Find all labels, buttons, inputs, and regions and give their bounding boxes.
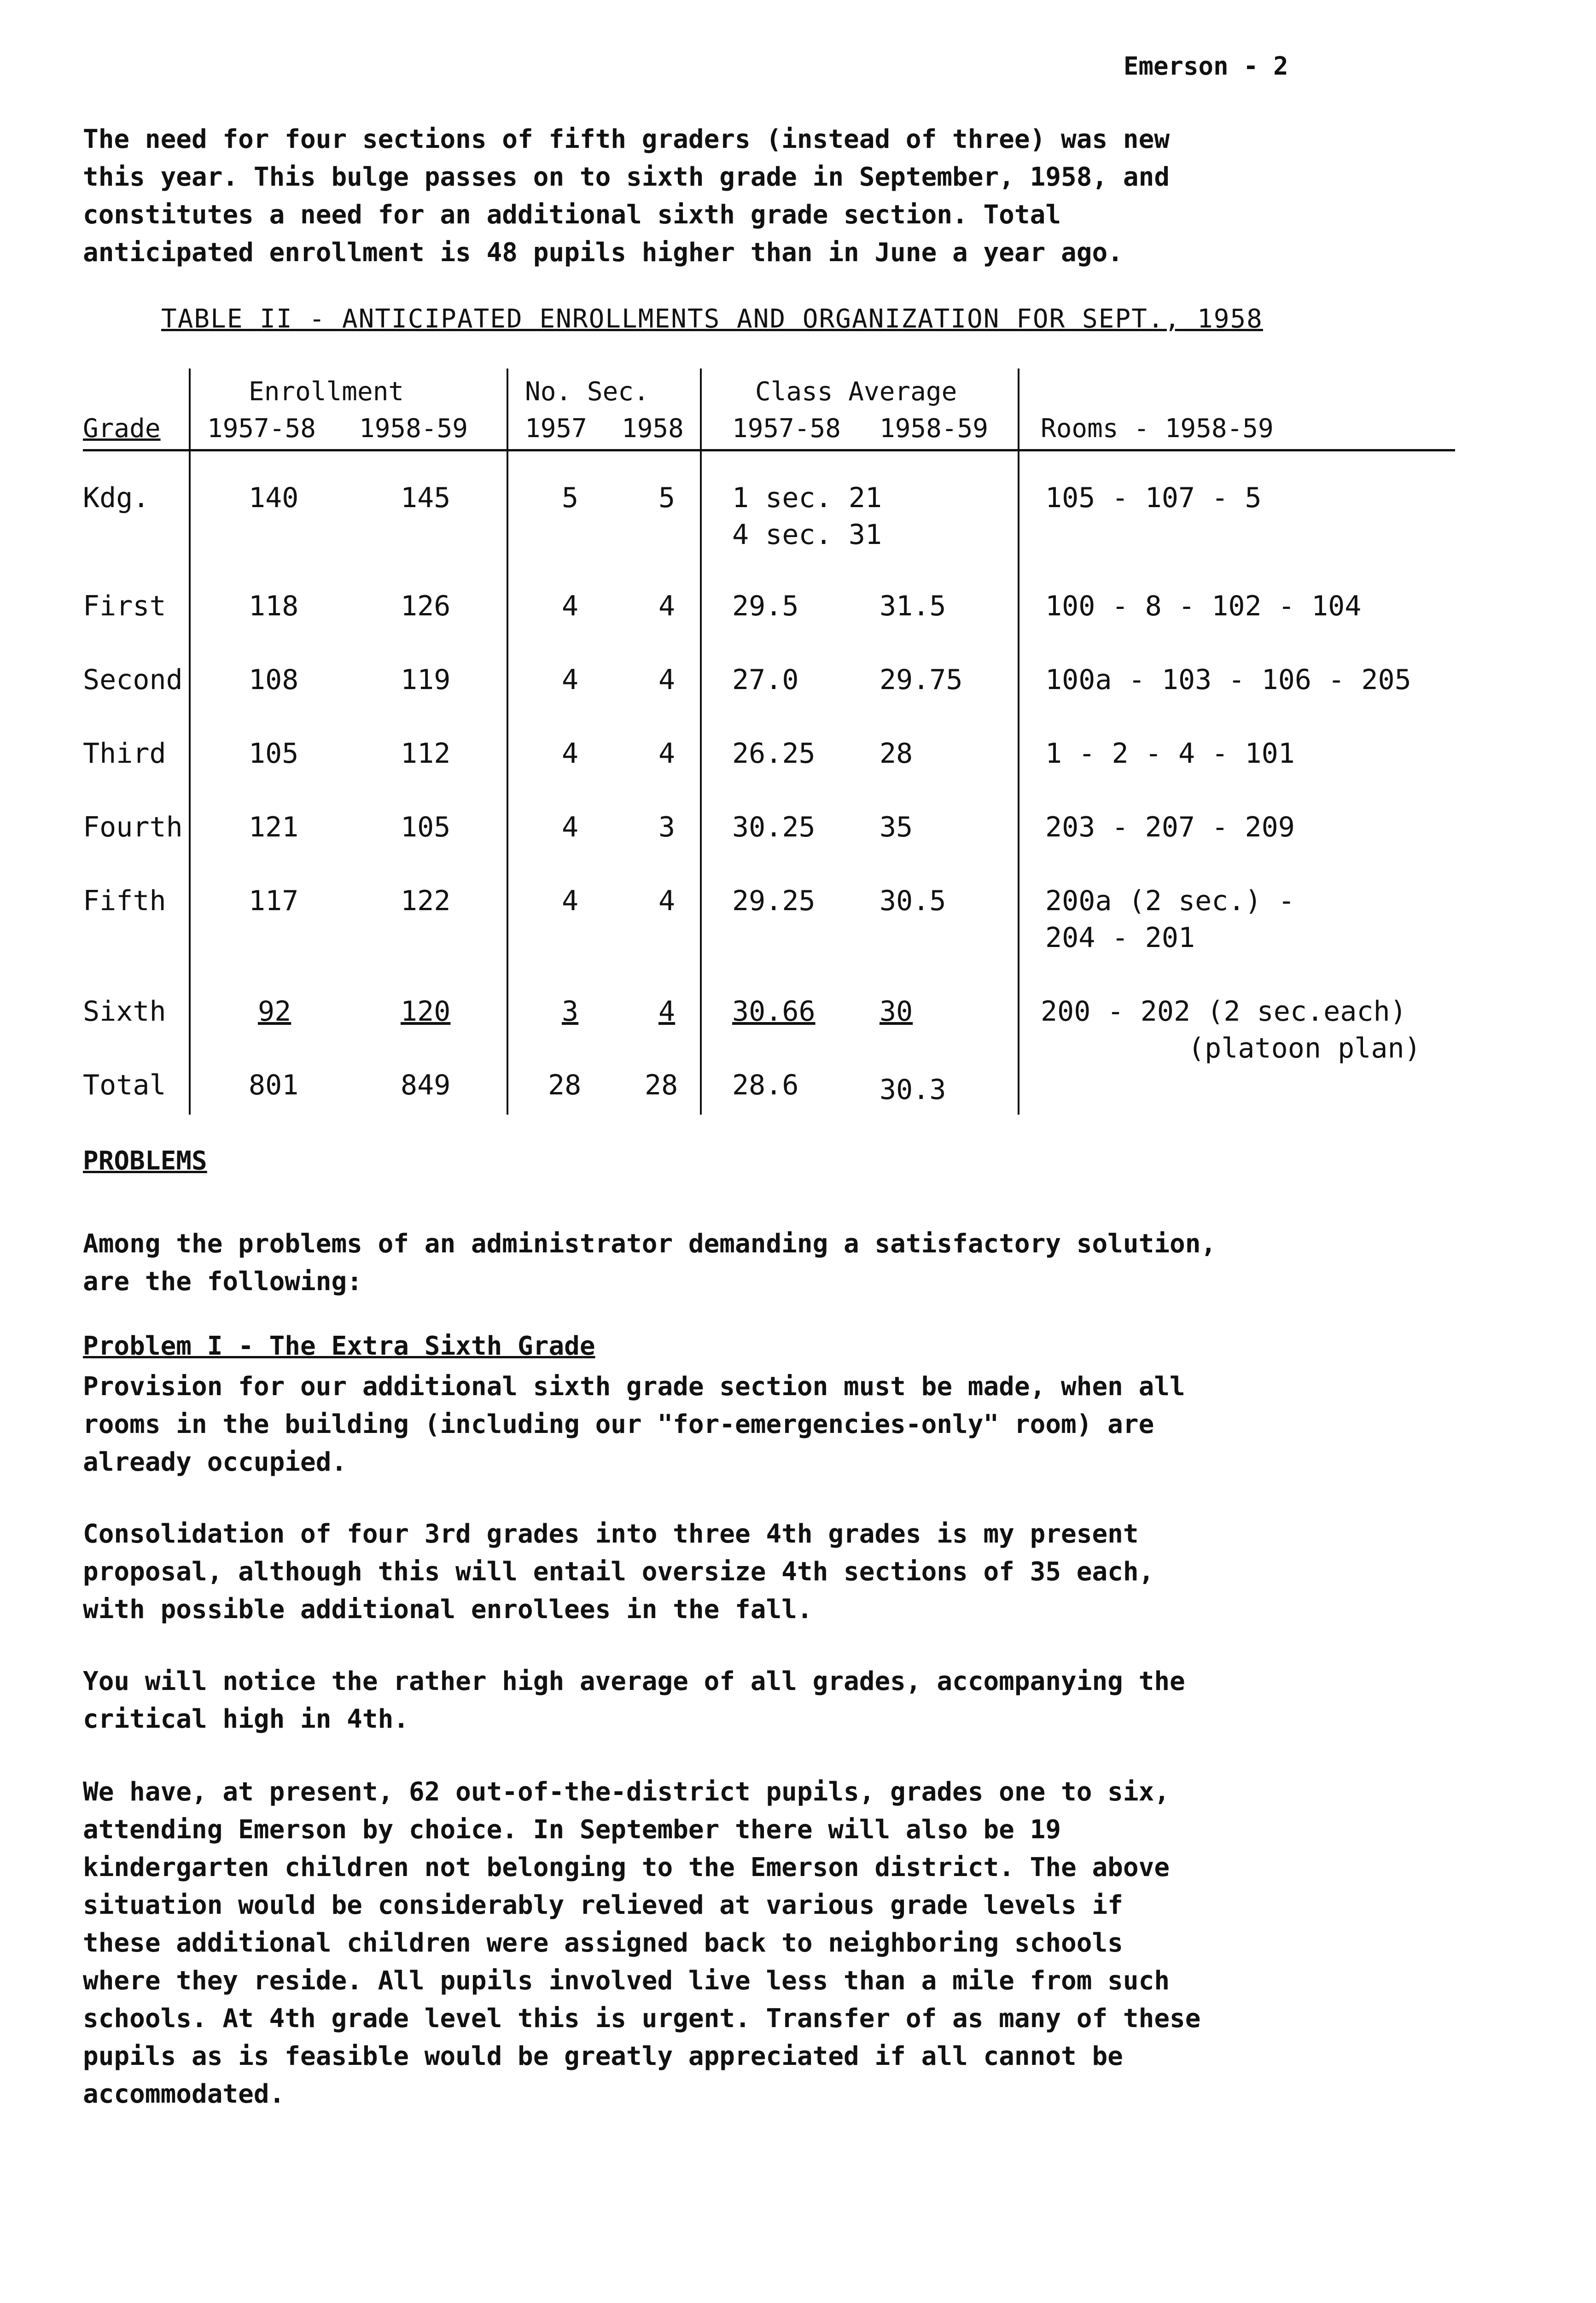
table-cell: 1 sec. 21	[732, 482, 882, 514]
table-cell: 3	[562, 995, 579, 1028]
table-row-fourth-grade: Fourth	[83, 811, 183, 843]
table-cell: 100a - 103 - 106 - 205	[1045, 664, 1411, 696]
header-class-average: Class Average	[755, 377, 957, 407]
table-cell: 29.75	[880, 664, 963, 696]
paragraph-consolidation: Consolidation of four 3rd grades into three 4th grades is my present proposal, although this will entail oversize 4th sections of 35 each, with possible additional enrollees in the fall.	[83, 1519, 1154, 1625]
intro-paragraph: The need for four sections of fifth graders (instead of three) was new this year. This bulge passes on to sixth grade in September, 1958, and constitutes a need for an additional sixth grade section. Total anticipated enrollment is 48 pupils higher than in June a year ago.	[83, 124, 1170, 268]
problem-1-text: Provision for our additional sixth grade section must be made, when all rooms in the building (including our "for-emergencies-only" room) are already occupied.	[83, 1372, 1185, 1477]
table-cell: 105	[401, 811, 451, 843]
table-cell: 28	[645, 1069, 678, 1101]
problem-1-title: Problem I - The Extra Sixth Grade	[83, 1331, 595, 1361]
header-avg-1958: 1958-59	[880, 414, 989, 444]
table-title: TABLE II - ANTICIPATED ENROLLMENTS AND ORGANIZATION FOR SEPT., 1958	[161, 304, 1263, 334]
paragraph-out-of-district: We have, at present, 62 out-of-the-district pupils, grades one to six, attending Emerson by choice. In September there will also be 19 kindergarten children not belonging to the Emerson district. The above situation would be considerably relieved at various grade levels if these additional children were assigned back to neighboring schools where they reside. All pupils involved live less than a mile from such schools. At 4th grade level this is urgent. Transfer of as many of these pupils as is feasible would be greatly appreciated if all cannot be accommodated.	[83, 1777, 1201, 2109]
table-row-total-grade: Total	[83, 1069, 166, 1101]
table-cell: 120	[401, 995, 451, 1028]
table-cell: 29.5	[732, 590, 799, 622]
table-cell: 4	[562, 664, 579, 696]
table-cell: 4	[658, 885, 676, 917]
table-cell: 28.6	[732, 1069, 799, 1101]
column-divider	[189, 368, 191, 1115]
table-cell: 204 - 201	[1045, 922, 1195, 954]
problems-intro: Among the problems of an administrator demanding a satisfactory solution, are the following:	[83, 1229, 1217, 1297]
table-cell: 118	[249, 590, 299, 622]
column-divider	[1018, 368, 1019, 1115]
table-cell: 121	[249, 811, 299, 843]
table-cell: 126	[401, 590, 451, 622]
table-cell: 4	[658, 590, 676, 622]
table-cell: 100 - 8 - 102 - 104	[1045, 590, 1362, 622]
table-cell: 35	[880, 811, 913, 843]
table-cell: 122	[401, 885, 451, 917]
table-cell: 200 - 202 (2 sec.each)	[1041, 995, 1407, 1028]
paragraph-high-average: You will notice the rather high average of all grades, accompanying the critical high in 4th.	[83, 1666, 1185, 1734]
table-cell: 4	[562, 737, 579, 770]
table-cell: 105	[249, 737, 299, 770]
table-cell: 26.25	[732, 737, 815, 770]
table-cell: 30.25	[732, 811, 815, 843]
table-cell: 29.25	[732, 885, 815, 917]
table-cell: 31.5	[880, 590, 946, 622]
table-cell: 30.5	[880, 885, 946, 917]
table-row-third-grade: Third	[83, 737, 166, 770]
header-rule	[83, 449, 1455, 451]
table-row-kdg-grade: Kdg.	[83, 482, 150, 514]
table-cell: 108	[249, 664, 299, 696]
table-cell: 801	[249, 1069, 299, 1101]
table-cell: 4	[562, 590, 579, 622]
page-header: Emerson - 2	[1124, 52, 1288, 81]
table-cell: 203 - 207 - 209	[1045, 811, 1295, 843]
table-row-second-grade: Second	[83, 664, 183, 696]
table-cell: 145	[401, 482, 451, 514]
table-cell: 28	[880, 737, 913, 770]
table-cell: 3	[658, 811, 676, 843]
problems-heading: PROBLEMS	[83, 1146, 207, 1176]
table-cell: 5	[658, 482, 676, 514]
table-row-first-grade: First	[83, 590, 166, 622]
header-grade: Grade	[83, 414, 161, 444]
table-cell: 117	[249, 885, 299, 917]
table-cell: 119	[401, 664, 451, 696]
table-cell: 140	[249, 482, 299, 514]
table-cell: 200a (2 sec.) -	[1045, 885, 1295, 917]
table-row-fifth-grade: Fifth	[83, 885, 166, 917]
table-cell: 4	[658, 664, 676, 696]
table-cell: 1 - 2 - 4 - 101	[1045, 737, 1295, 770]
header-enr-1958: 1958-59	[359, 414, 468, 444]
table-cell: (platoon plan)	[1188, 1032, 1421, 1064]
table-row-sixth-grade: Sixth	[83, 995, 166, 1028]
table-cell: 849	[401, 1069, 451, 1101]
table-cell: 92	[258, 995, 291, 1028]
table-cell: 30.3	[880, 1074, 946, 1106]
header-no-sec: No. Sec.	[525, 377, 649, 407]
table-cell: 4	[562, 811, 579, 843]
table-cell: 112	[401, 737, 451, 770]
table-cell: 30	[880, 995, 913, 1028]
column-divider	[507, 368, 508, 1115]
header-enr-1957: 1957-58	[207, 414, 316, 444]
column-divider	[700, 368, 702, 1115]
table-cell: 4	[562, 885, 579, 917]
table-cell: 5	[562, 482, 579, 514]
table-cell: 30.66	[732, 995, 815, 1028]
header-sec-1958: 1958	[622, 414, 684, 444]
enrollment-table	[83, 368, 1455, 1133]
table-cell: 28	[548, 1069, 582, 1101]
header-rooms: Rooms - 1958-59	[1041, 414, 1274, 444]
header-avg-1957: 1957-58	[732, 414, 841, 444]
header-enrollment: Enrollment	[249, 377, 404, 407]
table-cell: 105 - 107 - 5	[1045, 482, 1262, 514]
table-cell: 4 sec. 31	[732, 519, 882, 551]
table-cell: 27.0	[732, 664, 799, 696]
table-cell: 4	[658, 737, 676, 770]
table-cell: 4	[658, 995, 676, 1028]
header-sec-1957: 1957	[525, 414, 587, 444]
